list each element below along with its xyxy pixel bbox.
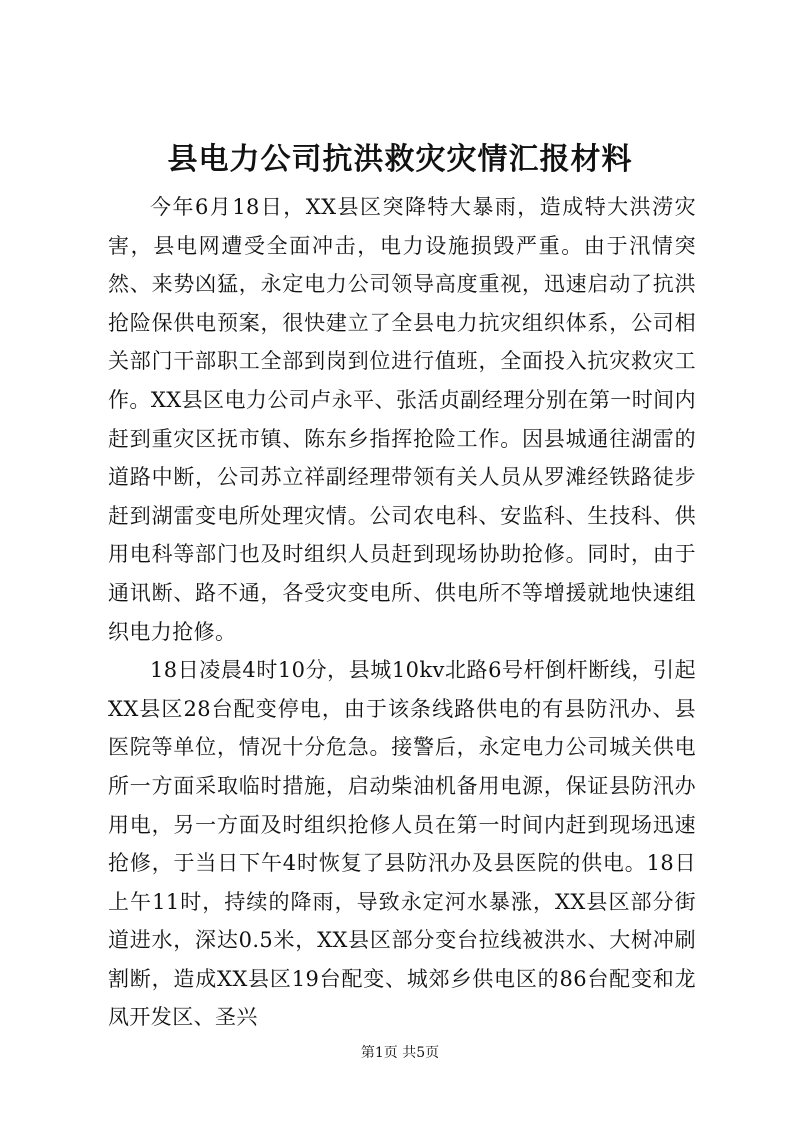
paragraph-2: 18日凌晨4时10分，县城10kv北路6号杆倒杆断线，引起XX县区28台配变停电，由于该条线路供电的有县防汛办、县医院等单位，情况十分危急。接警后，永定电力公司城关供电所一方面采取临时措施，启动柴油机备用电源，保证县防汛办用电，另一方面及时组织抢修人员在第一时间内赶到现场迅速抢修，于当日下午4时恢复了县防汛办及县医院的供电。18日上午11时，持续的降雨，导致永定河水暴涨，XX县区部分街道进水，深达0.5米，XX县区部分变台拉线被洪水、大树冲刷割断，造成XX县区19台配变、城郊乡供电区的86台配变和龙凤开发区、圣兴: [108, 658, 696, 1030]
page-footer: 第1页 共5页: [360, 1045, 440, 1061]
document-title: 县电力公司抗洪救灾灾情汇报材料: [167, 142, 633, 177]
paragraph-1: 今年6月18日，XX县区突降特大暴雨，造成特大洪涝灾害，县电网遭受全面冲击，电力设施损毁严重。由于汛情突然、来势凶猛，永定电力公司领导高度重视，迅速启动了抗洪抢险保供电预案，很快建立了全县电力抗灾组织体系，公司相关部门干部职工全部到岗到位进行值班，全面投入抗灾救灾工作。XX县区电力公司卢永平、张活贞副经理分别在第一时间内赶到重灾区抚市镇、陈东乡指挥抢险工作。因县城通往湖雷的道路中断，公司苏立祥副经理带领有关人员从罗滩经铁路徒步赶到湖雷变电所处理灾情。公司农电科、安监科、生技科、供用电科等部门也及时组织人员赶到现场协助抢修。同时，由于通讯断、路不通，各受灾变电所、供电所不等增援就地快速组织电力抢修。: [108, 195, 696, 644]
document-body: [108, 188, 696, 1037]
